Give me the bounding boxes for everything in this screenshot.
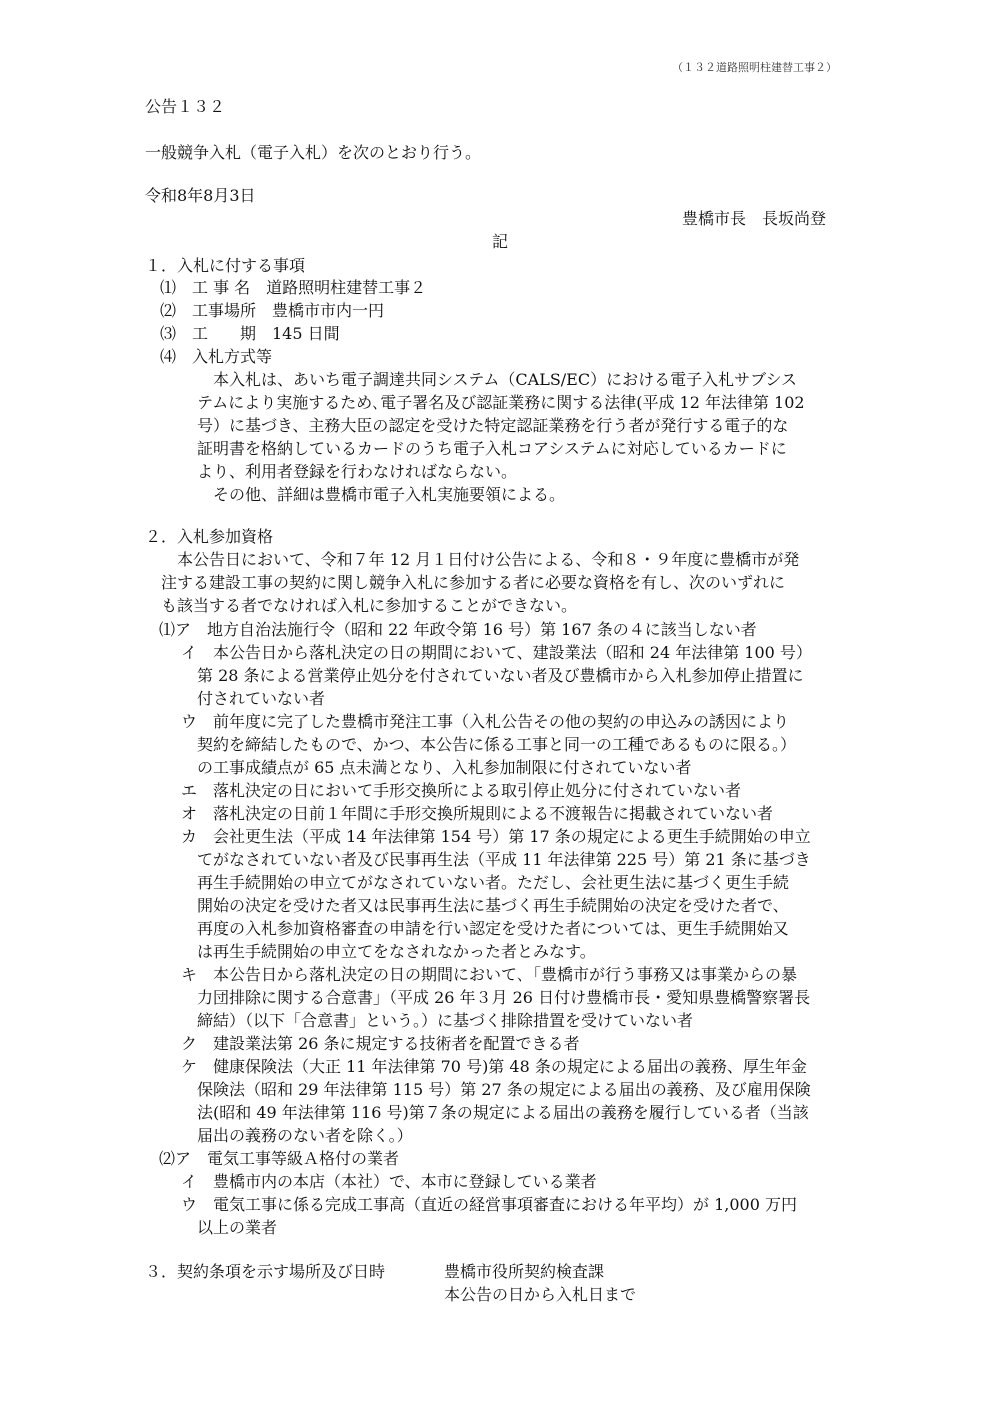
qualification-ku: ク 建設業法第 26 条に規定する技術者を配置できる者: [181, 1034, 580, 1053]
section3-period: 本公告の日から入札日まで: [444, 1285, 637, 1304]
section1-paragraph-line: 本入札は、あいち電子調達共同システム（CALS/EC）における電子入札サブシス: [213, 370, 797, 389]
section2-intro-line: 本公告日において、令和７年 12 月１日付け公告による、令和８・９年度に豊橋市が発: [177, 550, 800, 569]
section2-intro-line: も該当する者でなければ入札に参加することができない。: [161, 596, 578, 615]
section1-paragraph-line: 証明書を格納しているカードのうち電子入札コアシステムに対応しているカードに: [197, 439, 787, 458]
qualification-b-a: ⑵ア 電気工事等級Ａ格付の業者: [159, 1149, 400, 1168]
notice-date: 令和8年8月3日: [145, 186, 256, 205]
qualification-ka-cont: 再生手続開始の申立てがなされていない者。ただし、会社更生法に基づく更生手続: [197, 873, 790, 892]
qualification-ke-cont: 法(昭和 49 年法律第 116 号)第７条の規定による届出の義務を履行している者（当該: [197, 1103, 809, 1122]
qualification-b-u: ウ 電気工事に係る完成工事高（直近の経営事項審査における年平均）が 1,000 万円: [181, 1195, 797, 1214]
section2-intro-line: 注する建設工事の契約に関し競争入札に参加する者に必要な資格を有し、次のいずれに: [161, 573, 786, 592]
qualification-u: ウ 前年度に完了した豊橋市発注工事（入札公告その他の契約の申込みの誘因により: [181, 712, 790, 731]
section3-heading: ３．契約条項を示す場所及び日時: [145, 1262, 386, 1281]
section1-paragraph-line: より、利用者登録を行わなければならない。: [197, 462, 518, 481]
qualification-b-i: イ 豊橋市内の本店（本社）で、本市に登録している業者: [181, 1172, 597, 1191]
qualification-a: ⑴ア 地方自治法施行令（昭和 22 年政令第 16 号）第 167 条の４に該当しない者: [159, 620, 757, 639]
qualification-ka-cont: てがなされていない者及び民事再生法（平成 11 年法律第 225 号）第 21 条に基づき: [197, 850, 811, 869]
qualification-e: エ 落札決定の日において手形交換所による取引停止処分に付されていない者: [181, 781, 742, 800]
qualification-ke-cont: 届出の義務のない者を除く。）: [197, 1126, 413, 1145]
section1-heading: １．入札に付する事項: [145, 256, 306, 275]
qualification-ka-cont: 開始の決定を受けた者又は民事再生法に基づく再生手続開始の決定を受けた者で、: [197, 896, 789, 915]
section3-place: 豊橋市役所契約検査課: [444, 1262, 605, 1281]
qualification-ki-cont: 締結）（以下「合意書」という。）に基づく排除措置を受けていない者: [197, 1011, 694, 1030]
qualification-ka-cont: 再度の入札参加資格審査の申請を行い認定を受けた者については、更生手続開始又: [197, 919, 789, 938]
intro-sentence: 一般競争入札（電子入札）を次のとおり行う。: [145, 143, 482, 162]
section1-item-work-name: ⑴ 工 事 名 道路照明柱建替工事２: [160, 278, 427, 297]
qualification-o: オ 落札決定の日前１年間に手形交換所規則による不渡報告に掲載されていない者: [181, 804, 774, 823]
ki-heading: 記: [492, 232, 509, 251]
notice-number: 公告１３２: [145, 97, 226, 116]
qualification-b-u-cont: 以上の業者: [197, 1218, 278, 1237]
section1-item-location: ⑵ 工事場所 豊橋市市内一円: [160, 301, 385, 320]
qualification-ki: キ 本公告日から落札決定の日の期間において､「豊橋市が行う事務又は事業からの暴: [181, 965, 798, 984]
qualification-ka-cont: は再生手続開始の申立てをなされなかった者とみなす。: [197, 942, 596, 961]
section2-heading: ２．入札参加資格: [145, 527, 274, 546]
section1-paragraph-line: 号）に基づき、主務大臣の認定を受けた特定認証業務を行う者が発行する電子的な: [197, 416, 789, 435]
section1-paragraph-line: テムにより実施するため､電子署名及び認証業務に関する法律(平成 12 年法律第 102: [197, 393, 805, 412]
qualification-ke: ケ 健康保険法（大正 11 年法律第 70 号)第 48 条の規定による届出の義務、厚生年金: [181, 1057, 807, 1076]
qualification-ki-cont: 力団排除に関する合意書｣（平成 26 年３月 26 日付け豊橋市長・愛知県豊橋警察署長: [197, 988, 811, 1007]
qualification-ka: カ 会社更生法（平成 14 年法律第 154 号）第 17 条の規定による更生手続開始の申立: [181, 827, 811, 846]
qualification-ke-cont: 保険法（昭和 29 年法律第 115 号）第 27 条の規定による届出の義務、及び雇用保険: [197, 1080, 811, 1099]
qualification-i: イ 本公告日から落札決定の日の期間において、建設業法（昭和 24 年法律第 100 号）: [181, 643, 812, 662]
section1-item-period: ⑶ 工 期 145 日間: [160, 324, 340, 343]
qualification-u-cont: 契約を締結したもので、かつ、本公告に係る工事と同一の工種であるものに限る。）: [197, 735, 797, 754]
signatory: 豊橋市長 長坂尚登: [682, 209, 827, 228]
document-reference: （１３２道路照明柱建替工事２）: [672, 61, 837, 74]
section1-paragraph-other: その他、詳細は豊橋市電子入札実施要領による。: [213, 485, 566, 504]
section1-item-method: ⑷ 入札方式等: [160, 347, 273, 366]
qualification-u-cont: の工事成績点が 65 点未満となり、入札参加制限に付されていない者: [197, 758, 692, 777]
qualification-i-cont: 第 28 条による営業停止処分を付されていない者及び豊橋市から入札参加停止措置に: [197, 666, 804, 685]
qualification-i-cont: 付されていない者: [197, 689, 326, 708]
